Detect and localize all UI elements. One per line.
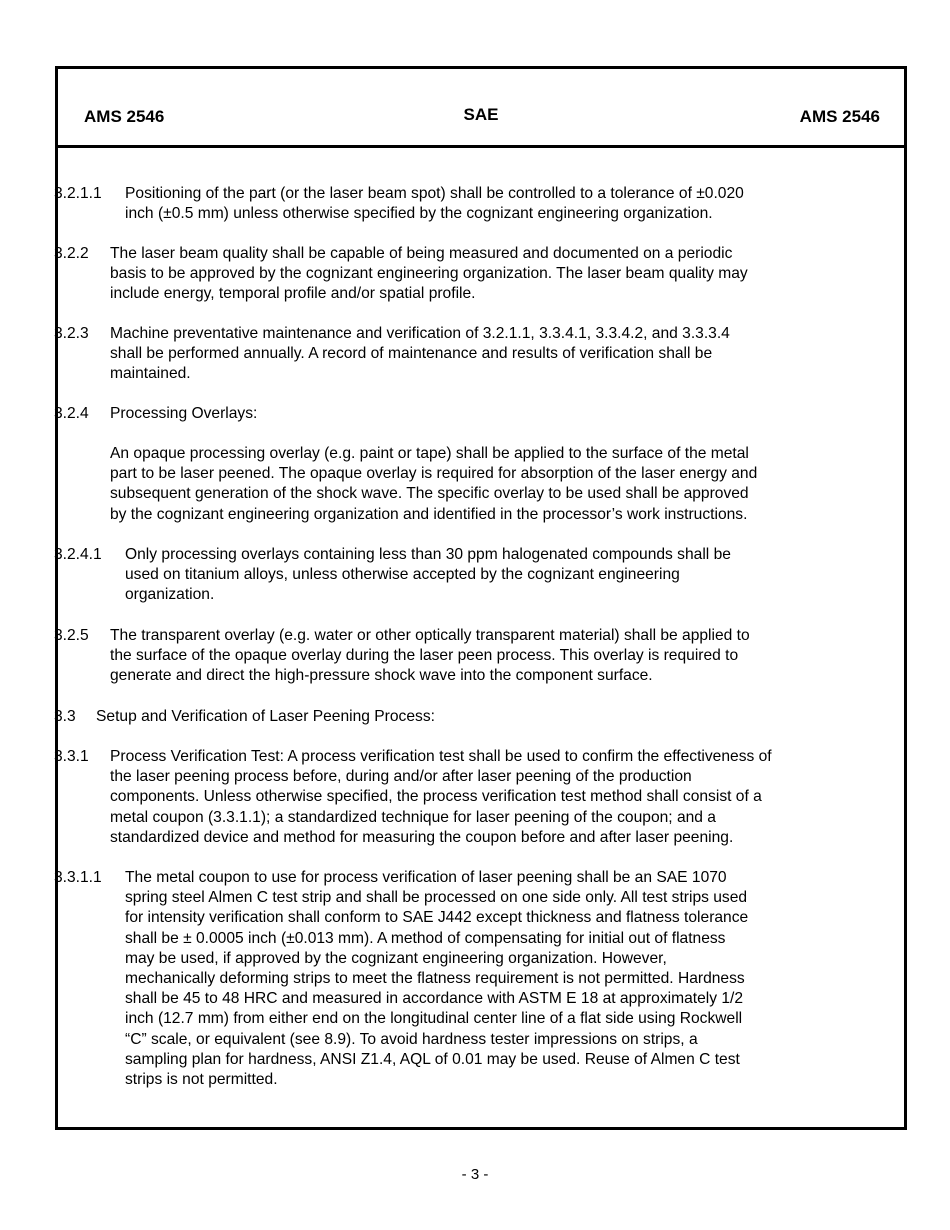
text-line: The laser beam quality shall be capable of being measured and documented on a periodic bbox=[110, 245, 733, 262]
text-line: generate and direct the high-pressure shock wave into the component surface. bbox=[110, 667, 653, 685]
text-line: mechanically deforming strips to meet the flatness requirement is not permitted. Hardness bbox=[125, 970, 745, 988]
page-number: - 3 - bbox=[461, 1166, 489, 1183]
text-line: shall be ± 0.0005 inch (±0.013 mm). A method of compensating for initial out of flatness bbox=[125, 929, 726, 947]
section-3-2-1-1 bbox=[54, 184, 824, 224]
section-number: 3.2.1.1 bbox=[54, 185, 102, 202]
publisher-name: SAE bbox=[463, 105, 499, 124]
text-line: inch (12.7 mm) from either end on the longitudinal center line of a flat side using Rockwell bbox=[125, 1010, 743, 1028]
section-number: 3.2.2 bbox=[54, 245, 89, 262]
text-line: shall be 45 to 48 HRC and measured in accordance with ASTM E 18 at approximately 1/2 bbox=[125, 990, 744, 1008]
text-line: The metal coupon to use for process verification of laser peening shall be an SAE 1070 bbox=[125, 869, 727, 886]
section-3-2-4 bbox=[54, 404, 824, 424]
text-line: strips is not permitted. bbox=[125, 1071, 278, 1089]
section-3-3-1 bbox=[54, 747, 824, 848]
text-line: maintained. bbox=[110, 365, 191, 383]
section-number: 3.3.1 bbox=[54, 748, 89, 765]
section-3-2-3 bbox=[54, 324, 824, 385]
text-line: for intensity verification shall conform to SAE J442 except thickness and flatness tolerance bbox=[125, 909, 749, 927]
section-number: 3.2.5 bbox=[54, 627, 89, 644]
text-line: part to be laser peened. The opaque overlay is required for absorption of the laser energy and bbox=[110, 465, 758, 483]
section-number: 3.2.4 bbox=[54, 405, 89, 422]
section-number: 3.3 bbox=[54, 708, 76, 725]
text-line: the laser peening process before, during and/or after laser peening of the production bbox=[110, 768, 692, 786]
text-line: Machine preventative maintenance and verification of 3.2.1.1, 3.3.4.1, 3.3.4.2, and 3.3.3.4 bbox=[110, 325, 730, 342]
text-line: by the cognizant engineering organization and identified in the processor’s work instructions. bbox=[110, 505, 748, 523]
text-line: The transparent overlay (e.g. water or other optically transparent material) shall be applied to bbox=[110, 627, 750, 644]
text-line: standardized device and method for measuring the coupon before and after laser peening. bbox=[110, 828, 734, 846]
section-number: 3.3.1.1 bbox=[54, 869, 102, 886]
doc-number-left: AMS 2546 bbox=[84, 107, 165, 126]
text-line: used on titanium alloys, unless otherwise accepted by the cognizant engineering bbox=[125, 566, 680, 584]
section-3-2-4-body bbox=[54, 444, 824, 525]
text-line: inch (±0.5 mm) unless otherwise specified by the cognizant engineering organization. bbox=[125, 205, 713, 223]
text-line: metal coupon (3.3.1.1); a standardized technique for laser peening of the coupon; and a bbox=[110, 808, 716, 826]
text-line: Processing Overlays: bbox=[110, 405, 258, 422]
section-3-3 bbox=[54, 707, 824, 727]
doc-number-right: AMS 2546 bbox=[799, 107, 880, 126]
text-line: Process Verification Test: A process verification test shall be used to confirm the effectiveness of bbox=[110, 748, 772, 765]
text-line: sampling plan for hardness, ANSI Z1.4, AQL of 0.01 may be used. Reuse of Almen C test bbox=[125, 1050, 740, 1068]
section-3-3-1-1 bbox=[54, 868, 824, 1090]
text-line: shall be performed annually. A record of maintenance and results of verification shall be bbox=[110, 345, 713, 363]
section-number: 3.2.4.1 bbox=[54, 546, 102, 563]
section-3-2-5 bbox=[54, 626, 824, 687]
text-line: organization. bbox=[125, 586, 215, 604]
text-line: Positioning of the part (or the laser beam spot) shall be controlled to a tolerance of ±0.020 bbox=[125, 185, 744, 202]
text-line: “C” scale, or equivalent (see 8.9). To avoid hardness tester impressions on strips, a bbox=[125, 1030, 698, 1048]
text-line: include energy, temporal profile and/or spatial profile. bbox=[110, 285, 476, 303]
text-line: basis to be approved by the cognizant engineering organization. The laser beam quality may bbox=[110, 265, 748, 283]
text-line: Only processing overlays containing less than 30 ppm halogenated compounds shall be bbox=[125, 546, 731, 563]
section-3-2-2 bbox=[54, 244, 824, 305]
text-line: components. Unless otherwise specified, the process verification test method shall consist of a bbox=[110, 788, 762, 806]
page-header bbox=[58, 69, 904, 148]
text-line: may be used, if approved by the cognizant engineering organization. However, bbox=[125, 949, 667, 967]
section-number: 3.2.3 bbox=[54, 325, 89, 342]
text-line: Setup and Verification of Laser Peening Process: bbox=[96, 708, 435, 725]
text-line: the surface of the opaque overlay during the laser peen process. This overlay is required to bbox=[110, 647, 739, 665]
text-line: spring steel Almen C test strip and shall be processed on one side only. All test strips used bbox=[125, 889, 748, 907]
text-line: subsequent generation of the shock wave. The specific overlay to be used shall be approved bbox=[110, 485, 749, 503]
section-3-2-4-1 bbox=[54, 545, 824, 606]
text-line: An opaque processing overlay (e.g. paint or tape) shall be applied to the surface of the metal bbox=[110, 445, 749, 462]
